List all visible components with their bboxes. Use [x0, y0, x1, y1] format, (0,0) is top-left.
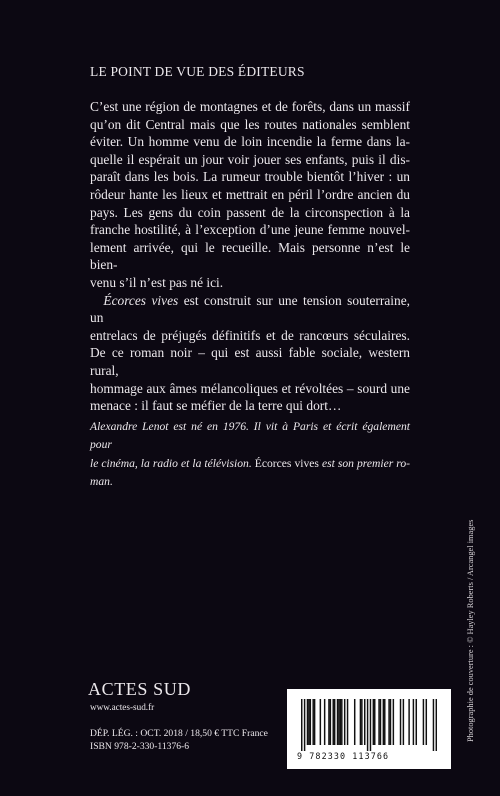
barcode-bar [304, 699, 305, 751]
barcode-bar [400, 699, 401, 745]
barcode-bar [370, 699, 371, 751]
barcode-bar [301, 699, 302, 751]
blurb-line: De ce roman noir – qui est aussi fable sociale, western rural, [90, 345, 410, 378]
barcode-bars [301, 699, 437, 751]
bio-line: Alexandre Lenot est né en 1976. Il vit à Paris et écrit également pour [90, 420, 410, 452]
blurb-line: franche hostilité, à l’exception d’une jeune femme nouvel- [90, 222, 410, 238]
legal-info [90, 727, 268, 753]
isbn-text: ISBN 978-2-330-11376-6 [90, 741, 190, 752]
barcode [287, 689, 451, 769]
barcode-bar [384, 699, 385, 745]
barcode-bar [361, 699, 362, 745]
barcode-bar [308, 699, 309, 745]
section-heading: LE POINT DE VUE DES ÉDITEURS [90, 64, 305, 79]
barcode-bar [383, 699, 384, 745]
barcode-bar [347, 699, 348, 745]
barcode-bar [320, 699, 321, 745]
blurb-text [90, 98, 410, 415]
blurb-line: hommage aux âmes mélancoliques et révoltées – sourd une [90, 380, 410, 396]
barcode-bar [341, 699, 342, 745]
publisher-logo: ACTES SUD [88, 679, 191, 699]
bio-text: le cinéma, la radio et la télévision. [90, 456, 255, 470]
barcode-bar [433, 699, 434, 751]
blurb-paragraph-1 [90, 98, 410, 292]
book-title-upright: Écorces vives [254, 456, 319, 470]
barcode-bar [310, 699, 311, 745]
blurb-paragraph-2 [90, 292, 410, 415]
blurb-line [90, 292, 410, 327]
barcode-bar [328, 699, 329, 745]
barcode-bar [426, 699, 427, 745]
blurb-line: venu s’il n’est pas né ici. [90, 274, 224, 290]
cover-photo-credit: Photographie de couverture : © Hayley Roberts / Arcangel images [466, 519, 475, 742]
barcode-bar [388, 699, 389, 745]
barcode-bar [324, 699, 325, 745]
blurb-line: quelle il espérait un jour voir jouer ses enfants, puis il dis- [90, 151, 410, 167]
blurb-line: lement arrivée, qui le recueille. Mais personne n’est le bien- [90, 239, 410, 273]
barcode-bar [373, 699, 374, 745]
barcode-bar [364, 699, 365, 745]
barcode-bar [314, 699, 315, 745]
barcode-bar [330, 699, 331, 745]
bio-text: est son premier ro- [318, 456, 410, 470]
barcode-bar [390, 699, 391, 745]
barcode-bar [312, 699, 313, 745]
barcode-bar [403, 699, 404, 745]
barcode-bar [393, 699, 394, 745]
blurb-line: paraît dans les bois. La rumeur trouble bientôt l’hiver : un [90, 169, 410, 185]
barcode-bar [334, 699, 335, 745]
barcode-bar [408, 699, 409, 745]
legal-deposit: DÉP. LÉG. : OCT. 2018 / 18,50 € TTC France [90, 728, 268, 739]
blurb-line: qu’on dit Central mais que les routes nationales semblent [90, 116, 410, 132]
barcode-bar [344, 699, 345, 745]
barcode-bar [360, 699, 361, 745]
blurb-line: rôdeur hante les lieux et mettrait en péril l’ordre ancien du [90, 186, 410, 202]
blurb-line-rest: est construit sur une tension souterraine, un [90, 292, 410, 326]
barcode-bar [436, 699, 437, 751]
barcode-bar [367, 699, 368, 751]
author-bio [90, 418, 410, 492]
barcode-bar [413, 699, 414, 745]
barcode-bar [354, 699, 355, 745]
barcode-bar [332, 699, 333, 745]
book-title-italic: Écorces vives [103, 292, 179, 308]
bio-line: man. [90, 475, 113, 489]
bio-line [90, 455, 410, 473]
blurb-line: pays. Les gens du coin passent de la circonspection à la [90, 204, 410, 220]
barcode-bar [378, 699, 379, 745]
blurb-line: entrelacs de préjugés définitifs et de rancœurs séculaires. [90, 327, 410, 343]
barcode-bar [307, 699, 308, 745]
barcode-bar [337, 699, 338, 745]
blurb-line: éviter. Un homme venu de loin incendie la ferme dans la- [90, 134, 410, 150]
barcode-bar [374, 699, 375, 745]
publisher-website: www.actes-sud.fr [90, 702, 155, 712]
barcode-digits: 9 782330 113766 [297, 751, 390, 761]
barcode-bar [416, 699, 417, 745]
blurb-line: menace : il faut se méfier de la terre qui dort… [90, 398, 342, 414]
barcode-bar [338, 699, 339, 745]
barcode-bar [340, 699, 341, 745]
blurb-line: C’est une région de montagnes et de forêts, dans un massif [90, 99, 410, 114]
barcode-bar [380, 699, 381, 745]
barcode-bar [423, 699, 424, 745]
